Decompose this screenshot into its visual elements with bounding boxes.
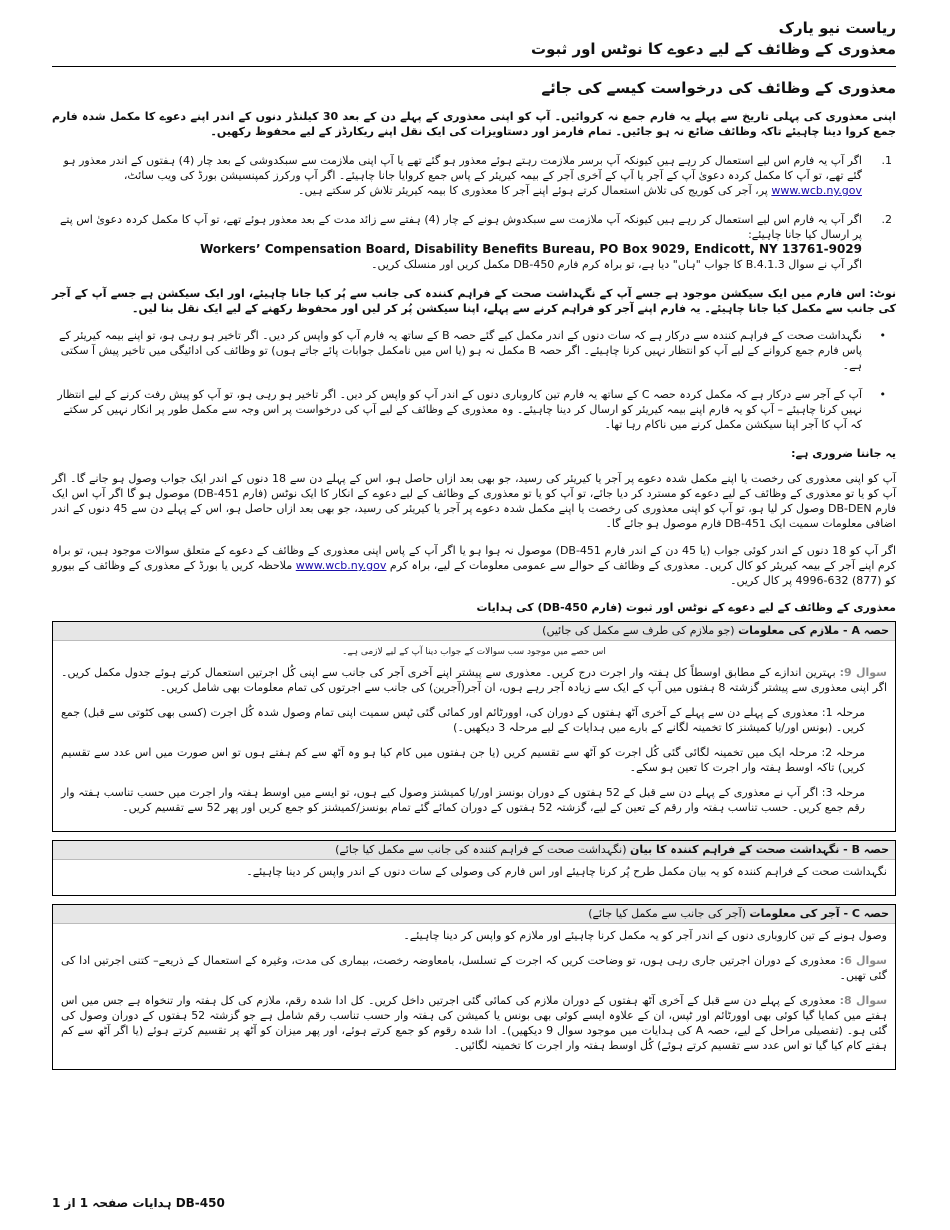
part-a-header [53,622,895,641]
wcb-link[interactable]: www.wcb.ny.gov [771,184,862,197]
step-item [52,153,896,198]
part-b-title: حصہ B - نگہداشت صحت کے فراہم کنندہ کا بیان [630,843,889,856]
know-text-cont: ملاحظہ کریں یا بورڈ کے معذوری کے وظائف کے بیورو کو (877) 632-4996 پر کال کریں۔ [52,559,896,587]
q9-text: بہترین اندازے کے مطابق اوسطاً کل ہفتہ وار اجرت درج کریں۔ معذوری سے پیشتر اپنے آخری آجر کی جانب سے اپنی کُل اجرتیں استعمال کرتے ہوئے جدول مکمل کریں۔ اگر اپنی معذوری سے پیشتر گزشتہ 8 ہفتوں میں آپ کے ایک سے زیادہ آجر رہے ہوں، ان آجر(آجرین) کی جانب سے اجرتوں کی تمام معلومات بھی شامل کریں۔ [61,666,887,694]
part-b-body [53,860,895,895]
step-item [52,212,896,272]
steps-list [52,153,896,272]
bullet-icon: • [879,388,886,401]
q8-text: معذوری کے پہلے دن سے قبل کے آخری آٹھ ہفتوں کے دوران ملازم کی کمائی گئی اجرتیں داخل کریں۔ کل ادا شدہ رقم، ملازم کی کل ہفتہ وار تنخواہ ہے جس میں اس ہفتے میں کمایا گیا کوئی بھی اوورٹائم اور ٹپس، ان کے علاوہ ایسے کوئی بھی بونس یا کمیشن کی ہفتہ وار حسب تناسب رقم شامل ہے جو گزشتہ 52 ہفتوں کے دوران وصول کی گئی ہو۔ (تفصیلی مراحل کے لیے، حصہ A کی ہدایات میں موجود سوال 9 دیکھیں)۔ ادا شدہ رقوم کو جمع کرتے ہوئے، اور پھر میزان کو آٹھ پر تقسیم کرتے ہوئے (یا اگر آٹھ سے کم ہفتے کام کیا گیا تو اس عدد سے تقسیم کرتے ہوئے) کُل اوسط ہفتہ وار اجرت کا تخمینہ لگائیں۔ [61,994,887,1052]
form-title: معذوری کے وظائف کے لیے دعوے کا نوٹس اور ثبوت [531,40,896,58]
instructions-title: معذوری کے وظائف کے لیے دعوے کے نوٹس اور ثبوت (فارم DB-450) کی ہدایات [476,601,896,614]
stage-3: مرحلہ 3: اگر آپ نے معذوری کے پہلے دن سے قبل کے 52 ہفتوں کے دوران بونسز اور/یا کمیشنز وصول کیے ہوں، تو ایسے میں اوسط ہفتہ وار اجرت میں حسب تناسب ہفتہ وار رقم جمع کریں۔ حسب تناسب ہفتہ وار رقم کے تعین کے لیے، گزشتہ 52 ہفتوں کے دوران کمائے گئے تمام بونسز/کمیشنز کو جمع کریں اور پھر 52 سے تقسیم کریں۔ [61,786,865,814]
page-footer: DB-450 ہدایات صفحہ 1 از 1 [52,1196,225,1210]
q6-paragraph [61,953,887,983]
step-text-cont: پر، آجر کی کوریج کی تلاش استعمال کرتے ہوئے اپنے آجر کا معذوری کا بیمہ کیریئر تلاش کر سکتے ہیں۔ [298,184,768,197]
stage-2: مرحلہ 2: مرحلہ ایک میں تخمینہ لگائی گئی کُل اجرت کو آٹھ سے تقسیم کریں (یا جن ہفتوں میں کام کیا ہو وہ آٹھ سے کم ہفتے ہوں تو اس صورت میں اس عدد سے تقسیم کریں) تاکہ اوسط ہفتہ وار اجرت کا تعین ہو سکے۔ [61,746,865,774]
bullet-list [52,328,896,432]
know-text: اگر آپ کو 18 دنوں کے اندر کوئی جواب (یا 45 دن کے اندر فارم DB-451) موصول نہ ہوا ہو یا اگر آپ کے پاس اپنی معذوری کے وظائف کے دعوے کے متعلق سوالات موجود ہیں، تو براہ کرم اپنے آجر کے بیمہ کیریئر کو کال کریں۔ معذوری کے وظائف کے حوالے سے عمومی معلومات کے لیے، براہ کرم [52,544,897,572]
intro-paragraph: اپنی معذوری کی پہلی تاریخ سے پہلے یہ فارم جمع نہ کروائیں۔ آپ کو اپنی معذوری کے پہلے دن کے بعد 30 کیلنڈر دنوں کے اندر اپنے دعوے کا مکمل شدہ فارم جمع کروا دینا چاہیئے تاکہ وظائف ضائع نہ ہو جائیں۔ تمام فارمز اور دستاویزات کی ایک نقل اپنے ریکارڈز کے لیے محفوظ رکھیں۔ [52,110,897,138]
part-b-text: نگہداشت صحت کے فراہم کنندہ کو یہ بیان مکمل طرح پُر کرنا چاہیئے اور اس فارم کی وصولی کے سات دنوں کے اندر واپس کر دینا چاہیئے۔ [246,865,887,878]
document-page [52,18,896,1218]
part-b-note: (نگہداشت صحت کے فراہم کنندہ کی جانب سے مکمل کیا جائے) [335,843,627,856]
part-b-box [52,840,896,896]
q8-paragraph [61,993,887,1053]
part-c-text: وصول ہونے کے تین کاروباری دنوں کے اندر آجر کو یہ مکمل کرنا چاہیئے اور ملازم کو واپس کر دینا چاہیئے۔ [403,929,887,942]
part-c-header [53,905,895,924]
know-paragraph-1: آپ کو اپنی معذوری کی رخصت یا اپنے مکمل شدہ دعوے پر آجر یا کیریئر کی رسید، جو بھی بعد ازاں حاصل ہو، اس کے پہلے دن سے 18 دنوں کے اندر ایک جواب وصول ہو جانے گا۔ اگر آپ کو یا تو معذوری کے وظائف کے لیے دعوے کو مسترد کر دیا جائے، تو آپ کو یا تو معذوری کے وظائف کے لیے دعوے کے انکار کا ایک نوٹس (فارم DB-451) موصول ہو گا اگر آپ اس ایک فارم DB-DEN وصول کر لیا ہو، تو آپ کو اپنی معذوری کی رخصت یا اپنے مکمل شدہ دعوے پر آجر یا کیریئر کی رسید، جو بھی بعد ازاں حاصل ہو، اس کے پہلے دن سے 45 دنوں کے اندر اضافی معلومات سمیت ایک DB-451 فارم موصول ہو جائے گا۔ [52,472,896,530]
section-title: معذوری کے وظائف کی درخواست کیسے کی جائے [541,79,896,97]
part-c-body [53,924,895,1069]
part-a-box [52,621,896,832]
part-a-subnote: اس حصے میں موجود سب سوالات کے جواب دینا آپ کے لیے لازمی ہے۔ [342,647,606,657]
stage-1: مرحلہ 1: معذوری کے پہلے دن سے پہلے کے آخری آٹھ ہفتوں کے دوران کی، اوورٹائم اور کمائی گئی ٹپس سمیت اپنی تمام وصول شدہ کُل اجرت (کسی بھی کٹوتی سے قبل) جمع کریں۔ (بونس اور/یا کمیشنز کا تخمینہ لگانے کے بارے میں ہدایات کے لیے مرحلہ 3 دیکھیں۔) [61,706,865,734]
part-b-header [53,841,895,860]
part-a-title: حصہ A - ملازم کی معلومات [738,624,889,637]
part-a-body [53,661,895,831]
bullet-icon: • [879,329,886,342]
header-divider [52,66,896,67]
state-name: ریاست نیو یارک [778,19,896,37]
step-text-cont: اگر آپ نے سوال 1.3.B.4 کا جواب "ہاں" دیا ہے، تو براہ کرم فارم DB-450 مکمل کریں اور منسلک کریں۔ [371,258,862,271]
q6-text: معذوری کے دوران اجرتیں جاری رہی ہوں، تو وضاحت کریں کہ اجرت کے تسلسل، بامعاوضہ رخصت، بیماری کی مدت، وغیرہ کے استعمال کے ذریعے– کتنی اجرتیں ادا کی گئی تھیں۔ [61,954,887,982]
bullet-item [52,387,896,432]
q8-label: سوال 8: [839,994,888,1007]
bullet-item [52,328,896,373]
step-text: اگر آپ یہ فارم اس لیے استعمال کر رہے ہیں کیونکہ آپ برسر ملازمت رہتے ہوئے معذور ہو گئے تھے یا آپ اپنی ملازمت سے سبکدوشی کے بعد چار (4) ہفتوں کے اندر معذور ہو گئے تھے، تو آپ کا مکمل کردہ دعویٰ آپ کے آجر یا آپ کے آخری آجر کے بیمہ کیریئر کے پاس جمع کروایا جانا چاہیئے۔ اگر آپ ورکرز کمپنسیشن بورڈ کی ویب سائٹ، [63,154,862,182]
part-c-note: (آجر کی جانب سے مکمل کیا جائے) [588,907,747,920]
part-a-note: (جو ملازم کی طرف سے مکمل کی جائیں) [542,624,735,637]
step-number: 1. [881,154,892,167]
part-c-box [52,904,896,1070]
know-paragraph-2 [52,543,896,588]
bullet-text: آپ کے آجر سے درکار ہے کہ مکمل کردہ حصہ C کے ساتھ یہ فارم تین کاروباری دنوں کے اندر آپ کو واپس کر دیں۔ اگر تاخیر ہو رہی ہو، تو آپ کو پیش رفت کرنے کے لیے انتظار نہیں کرنا چاہیئے – آپ کو یہ فارم اپنے بیمہ کیریئر کو ارسال کر دینا چاہیئے۔ وہ معذوری کے وظائف کے لیے آپ کی درخواست پر اس وجہ سے مکمل طور پر انکار نہیں کر سکتے کہ آپ کا آجر اپنا سیکشن مکمل کرنے میں ناکام رہا تھا۔ [57,388,862,431]
q9-paragraph [61,665,887,695]
wcb-link[interactable]: www.wcb.ny.gov [295,559,387,572]
step-number: 2. [881,213,892,226]
bullet-text: نگہداشت صحت کے فراہم کنندہ سے درکار ہے کہ سات دنوں کے اندر مکمل کیے گئے حصہ B کے ساتھ یہ فارم آپ کو واپس کر دیں۔ اگر تاخیر ہو رہی ہو، تو اپنے بیمہ کیریئر کے پاس فارم جمع کروانے کے لیے آپ کو انتظار نہیں کرنا چاہیئے۔ اگر حصہ B مکمل نہ ہو (یا اس میں نامکمل جوابات پائے جاتے ہوں) تو وظائف کی ادائیگی میں تاخیر پیش آ سکتی ہے۔ [59,329,862,372]
part-c-title: حصہ C - آجر کی معلومات [749,907,889,920]
step-text: اگر آپ یہ فارم اس لیے استعمال کر رہے ہیں کیونکہ آپ ملازمت سے سبکدوش ہونے کے چار (4) ہفتے سے زائد مدت کے بعد معذور ہوئے تھے، تو آپ کا مکمل کردہ دعویٰ اس پتے پر ارسال کیا جانا چاہیئے: [59,213,862,241]
know-title: یہ جاننا ضروری ہے: [791,447,896,460]
note-paragraph: نوٹ: اس فارم میں ایک سیکشن موجود ہے جسے آپ کے نگہداشت صحت کے فراہم کنندہ کی جانب سے پُر کیا جانا چاہیئے، اور ایک سیکشن ہے جسے آپ کے آجر کی جانب سے مکمل کیا جانا چاہیئے۔ یہ فارم اپنے آجر کو فراہم کرنے سے پہلے، اپنا سیکشن پُر کر لیں اور محفوظ رکھنے کے لیے ایک نقل بنا لیں۔ [52,287,896,315]
q6-label: سوال 6: [839,954,887,967]
mailing-address: Workers’ Compensation Board, Disability Benefits Bureau, PO Box 9029, Endicott, NY 13761-9029 [200,242,862,256]
q9-label: سوال 9: [839,666,888,679]
